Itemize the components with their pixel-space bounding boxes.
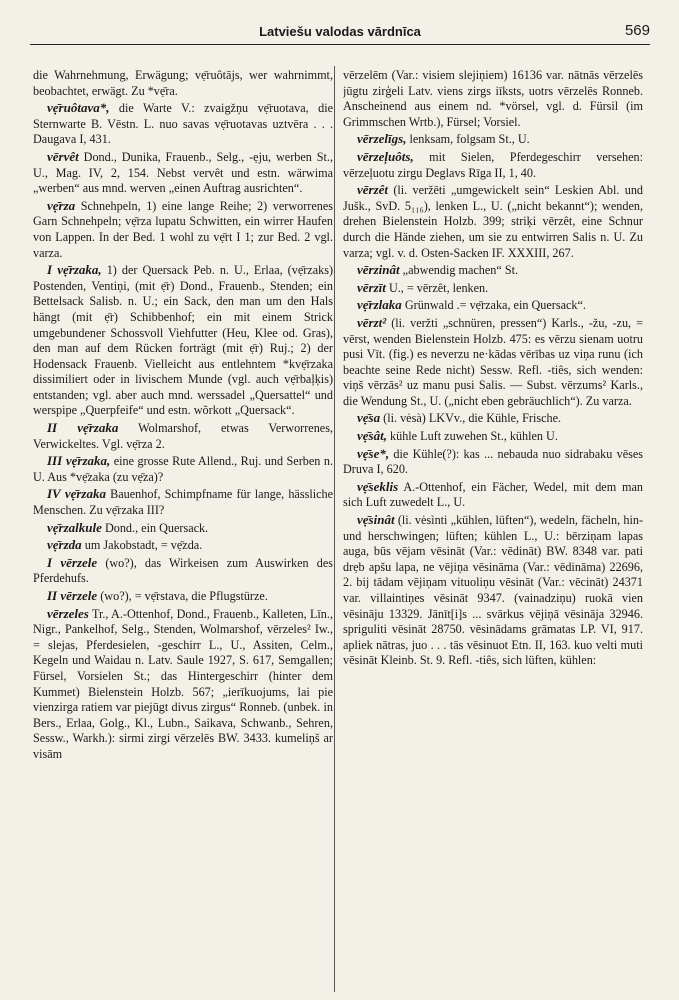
dictionary-entry [33, 588, 333, 605]
entry-headword: vẹ̄rzalkule [47, 519, 102, 535]
dictionary-entry [343, 315, 643, 410]
entry-headword: vērzinât [357, 262, 400, 278]
entry-text: Dond., Dunika, Frauenb., Selg., -ẹju, werben St., U., Mag. IV, 2, 154. Nebst vervêt und estn. wärwima „werben“ aus mnd. werven „einen Auftrag ausrichten“. [33, 149, 333, 196]
entry-headword: vērzīt [357, 279, 386, 295]
dictionary-entry [33, 198, 333, 261]
entry-text: A.-Ottenhof, ein Fächer, Wedel, mit dem man sich Luft zuwedelt L., U. [343, 479, 643, 510]
entry-headword: vērzelīgs, [357, 131, 407, 147]
dictionary-entry [343, 131, 643, 148]
entry-text: kühle Luft zuwehen St., kühlen U. [390, 429, 558, 444]
entry-headword: III vẹ̄rzaka, [47, 453, 111, 469]
entry-headword: I vẹ̄rzaka, [47, 262, 102, 278]
entry-text: Dond., ein Quersack. [104, 520, 209, 535]
entry-text: 1) der Quersack Peb. n. U., Erlaa, (vẹ̄rzaks) Postenden, Ventiņi, (mit ẹ̄r) Dond., Frauenb., Stenden; ein Bettelsack Salisb. n. U.; ein Sack, den man um den Hals hängt (mit ẹ̄r) Schibbenhof; ein mit einem Strick umgebundener Schossvoll Viehfutter (Heu, Klee od. Gras), den man auf dem Rücken forträgt (mit ẹ̄r) Ruj.; 2) der Hodensack Frauenb. Vielleicht aus entlehntem *kvẹ̄rzaka dissimiliert oder in livischem Munde (vgl. auch vẹ̄rbaļķis) entstanden; vgl. aber auch mnd. werssadel „Quersattel“ und werspipe „Querpfeife“ und estn. wõrkott „Quersack“. [33, 263, 333, 418]
entry-headword: I vērzele [47, 554, 98, 570]
entry-headword: vẹ̄sa [357, 410, 381, 426]
entry-text: (li. vėsìnti „kühlen, lüften“), wedeln, fächeln, hin- und herschwingen; lüften; kühlen L., U.: bērziņam lapas auga, būs vējam vēsināt (Var.: vēdināt) BW. 8348 var. pati drẹb apšu lapa, ne vējiņa vēsināma (Var.: vēdināma) 22696, 2. bij tādam vējiņam vituoliņu vēsināt (Var.: vēcināt) 24371 var. villaintiņes vēsināt 9347. (vainadziņu) ruokā vien vēsināju 13329. Jānīt[i]s ... svārkus vējiņā vēsināja 32946. spriguliti vēsināt 28750. vēsinādams grāmatas LP. VI, 917. apliek nātras, juo . . . tās vēsinuot Etn. II, 163. kuo velti muti vēsināt Kleinb. St. 9. Refl. -tiês, sich lüften, kühlen: [343, 513, 643, 668]
dictionary-entry [343, 410, 643, 427]
entry-headword: II vērzele [47, 588, 98, 603]
entry-headword: vẹ̄rzda [47, 537, 82, 553]
entry-headword: vẹ̄ruôtava*, [47, 100, 110, 116]
entry-text: Bauenhof, Schimpfname für lange, hässliche Menschen. Zu vẹ̄rzaka III? [33, 487, 333, 518]
entry-headword: vẹ̄seklis [357, 478, 399, 494]
dictionary-entry [343, 68, 643, 130]
entry-text: Tr., A.-Ottenhof, Dond., Frauenb., Kalleten, Līn., Nigr., Pankelhof, Selg., Stenden, Wolmarshof, vērzeles² Iw., = slejas, Pferdesielen, -geschirr L., U., Assiten, Celm., Kegeln und Waidau n. Latv. Saule 1927, S. 617, Semgallen; Fürsel, Vorsielen St.; das Hintergeschirr (hinter dem Kummet) Bielenstein Holzb. 567; „ierīkuojums, lai pie vienzirga ratiem var piejūgt divus zirgus“ Ronneb. (unbek. in Bers., Erlaa, Golg., Kl., Lubn., Saikava, Schwanb., Sehren, Sessw., Warkh.): sirmi zirgi vērzelēs BW. 3433. kumeliņš ar visām [33, 606, 333, 761]
dictionary-entry [343, 149, 643, 181]
header-title: Latviešu valodas vārdnīca [259, 24, 421, 39]
entry-text: „abwendig machen“ St. [402, 263, 519, 278]
entry-headword: vẹ̄sinât [357, 512, 395, 528]
dictionary-entry [343, 280, 643, 297]
dictionary-entry [33, 262, 333, 419]
entry-text: (li. veržēti „umgewickelt sein“ Leskien Abl. und Jušk., SvD. 5₁₁₆), lenken L., U. („nicht bekannt“); wenden, drehen Bielenstein Holzb. 399; striķi vērzêt, eine Schnur durch die Hände ziehen, um sie zu entwirren Salis n. U. Zu varza; vgl. v. d. Osten-Sacken IF. XXXIII, 267. [343, 183, 643, 260]
dictionary-entry [343, 297, 643, 314]
dictionary-entry [33, 520, 333, 537]
entry-headword: vērzeles [47, 605, 89, 621]
entry-text: eine grosse Rute Allend., Ruj. und Serben n. U. Aus *vẹ̄zaka (zu vẹ̄za)? [33, 454, 333, 484]
dictionary-entry [343, 428, 643, 445]
dictionary-entry [33, 606, 333, 763]
entry-text: um Jakobstadt, = vẹ̄zda. [84, 538, 203, 553]
entry-headword: vẹ̄rzlaka [357, 297, 402, 313]
entry-text: mit Sielen, Pferdegeschirr versehen: vērzeļuotu zirgu Deglavs Rīga II, 1, 40. [343, 149, 643, 180]
entry-headword: vẹ̄se*, [357, 445, 390, 461]
page-number: 569 [624, 22, 650, 39]
dictionary-entry [33, 149, 333, 197]
entry-headword: vẹ̄sât, [357, 428, 387, 444]
entry-text: vērzelēm (Var.: visiem slejiņiem) 16136 var. nātnās vērzelēs jūgtu zirģeli Latv. viens zirgs iīksts, uotrs vērzelēs Ronneb. Anscheinend aus einem nd. *vörsel, vgl. d. Fürsil (im Grimmschen Wrtb.), Fürsel; Vorsiel. [343, 68, 643, 129]
right-column [343, 68, 643, 988]
entry-text: Grünwald .= vẹ̄rzaka, ein Quersack“. [404, 298, 586, 313]
entry-text: die Kühle(?): kas ... nebauda nuo sidrabaku vēses Druva I, 620. [343, 446, 643, 477]
entry-headword: vẹ̄rza [47, 197, 76, 213]
dictionary-entry [343, 512, 643, 669]
dictionary-entry [33, 68, 333, 99]
entry-text: U., = vērzêt, lenken. [388, 280, 489, 295]
entry-headword: IV vẹ̄rzaka [47, 486, 106, 502]
entry-headword: vērzêt [357, 182, 389, 198]
entry-text: Wolmarshof, etwas Verworrenes, Verwickeltes. Vgl. vẹ̄rza 2. [33, 421, 333, 451]
column-divider [334, 66, 335, 992]
entry-text: lenksam, folgsam St., U. [409, 132, 530, 147]
entry-text: (wo?), = vẹ̄rstava, die Pflugstürze. [100, 589, 268, 603]
entry-text: (li. veržti „schnüren, pressen“) Karls., -žu, -zu, = vērst, wenden Bielenstein Holzb. 475: es vērzu sienam uotru pusi Vīt. (fig.) es neverzu ne·kādas vērības uz viņa runu (ich beachte seine Rede nicht) Sessw. Refl. -tiês, sich wenden: viņš vērzās² uz manu pusi Salis. — Subst. vērzums² Karls., die Wendung St., U. („nicht eben gebräuchlich“). Zu varza. [343, 315, 643, 408]
dictionary-entry [33, 537, 333, 554]
entry-headword: II vẹ̄rzaka [47, 420, 119, 436]
left-column [33, 68, 333, 988]
dictionary-entry [343, 262, 643, 279]
dictionary-entry [343, 446, 643, 478]
entry-text: (wo?), das Wirkeisen zum Auswirken des Pferdehufs. [33, 555, 333, 586]
dictionary-entry [33, 486, 333, 518]
entry-text: (li. vėsà) LKVv., die Kühle, Frische. [383, 411, 562, 426]
dictionary-entry [33, 420, 333, 452]
dictionary-entry [343, 182, 643, 261]
dictionary-entry [343, 479, 643, 511]
dictionary-entry [33, 453, 333, 485]
entry-headword: vērzt² [357, 314, 387, 330]
entry-text: die Wahrnehmung, Erwägung; vẹ̄ruôtājs, wer wahrnimmt, beobachtet, erwägt. Zu *vẹ̄ra. [33, 68, 333, 98]
page-header [30, 22, 650, 45]
dictionary-entry [33, 555, 333, 587]
entry-text: Schnehpeln, 1) eine lange Reihe; 2) verworrenes Garn Schnehpeln; vẹ̄rza lupatu Schwitten, ein wirrer Haufen von Lappen. In der Bed. 1 wohl zu vẹ̄rt I 1; zur Bed. 2 vgl. varza. [33, 198, 333, 260]
dictionary-entry [33, 100, 333, 148]
entry-headword: vērvêt [47, 148, 79, 164]
entry-headword: vērzeļuôts, [357, 148, 414, 164]
entry-text: die Warte V.: zvaigžņu vẹ̄ruotava, die Sternwarte B. Vēstn. L. nuo savas vẹ̄ruotavas uztvēra . . . Daugava I, 431. [33, 101, 333, 147]
